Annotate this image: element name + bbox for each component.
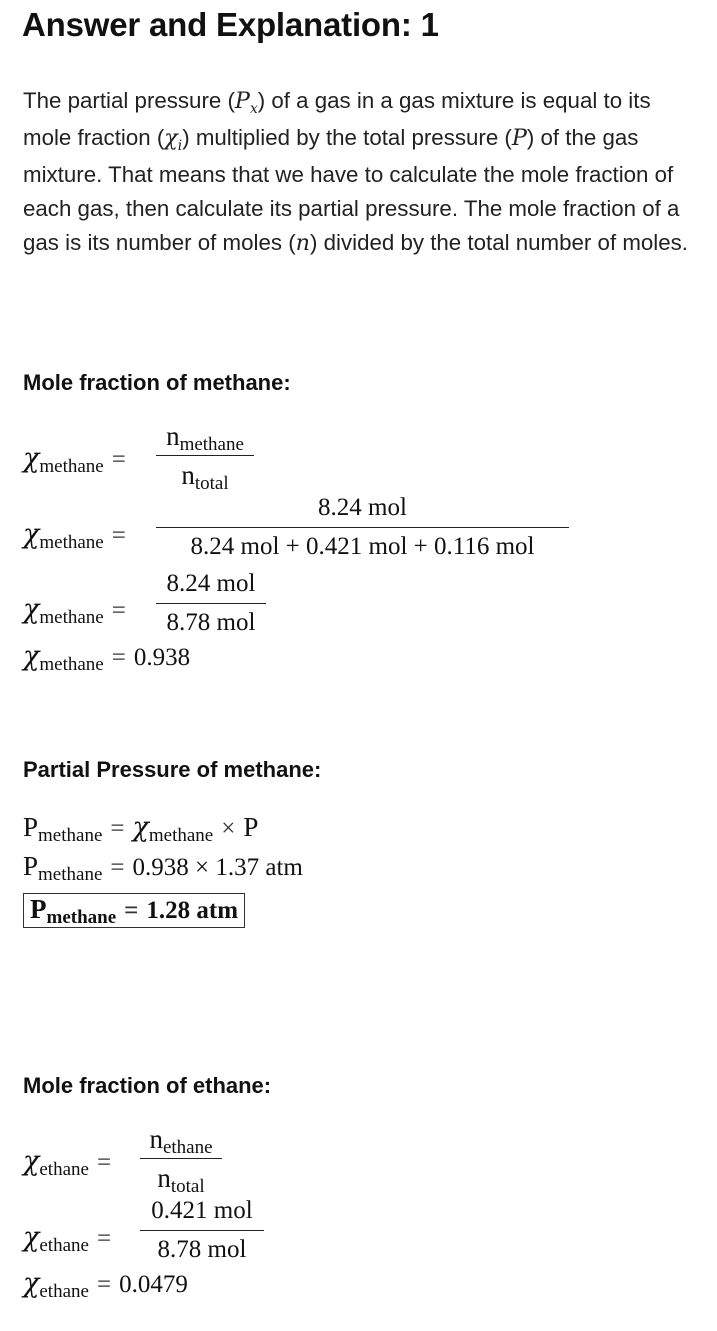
methane-fraction-formula: $n_{methane}$ $n_{total}$: [156, 421, 254, 492]
ethane-fraction-lhs-2: $\chi_{ethane}$ =: [23, 1222, 112, 1256]
intro-text-5: ) divided by the total number of moles.: [310, 230, 689, 255]
total-pressure-symbol: P: [511, 125, 527, 151]
ethane-fraction-lhs-1: $\chi_{ethane}$ =: [23, 1146, 112, 1180]
partial-pressure-symbol: $P_x$: [234, 88, 258, 117]
ethane-fraction-substituted: 0.421 mol 8.78 mol: [140, 1196, 264, 1267]
methane-fraction-simplified: 8.24 mol 8.78 mol: [156, 569, 266, 640]
ethane-fraction-title: Mole fraction of ethane:: [23, 1073, 272, 1098]
methane-pressure-formula: $P_{methane} = \chi_{methane} \times P$: [23, 812, 259, 846]
methane-fraction-lhs-2: $\chi_{methane}$ =: [23, 519, 126, 553]
intro-paragraph: [23, 84, 703, 260]
page-title: Answer and Explanation: 1: [22, 6, 439, 43]
methane-fraction-lhs-1: $\chi_{methane}$ =: [23, 443, 126, 477]
methane-pressure-title: Partial Pressure of methane:: [23, 757, 322, 782]
methane-fraction-title: Mole fraction of methane:: [23, 370, 291, 395]
ethane-fraction-result: $\chi_{ethane} = 0.0479$: [23, 1268, 188, 1302]
intro-text-1: The partial pressure (: [23, 88, 235, 113]
methane-pressure-answer: $P_{methane} = 1.28$ atm: [23, 893, 245, 928]
intro-text-4: ) of the gas mixture. That means that we have to calculate the mole fraction of each gas, then calculate its partial pressure. The mole fraction of a gas is its number of moles (: [23, 125, 680, 255]
methane-fraction-lhs-3: $\chi_{methane}$ =: [23, 594, 126, 628]
methane-fraction-substituted: 8.24 mol 8.24 mol + 0.421 mol + 0.116 mol: [156, 493, 569, 564]
mole-fraction-symbol: $\chi_i$: [164, 125, 183, 154]
methane-pressure-substituted: $P_{methane} = 0.938 \times 1.37$ atm: [23, 851, 303, 885]
methane-fraction-result: $\chi_{methane} = 0.938$: [23, 641, 191, 675]
intro-text-3: ) multiplied by the total pressure (: [182, 125, 512, 150]
ethane-fraction-formula: $n_{ethane}$ $n_{total}$: [140, 1124, 222, 1195]
intro-text-2: ) of a gas in a gas mixture is equal to its mole fraction (: [23, 88, 651, 150]
moles-symbol: n: [295, 230, 310, 256]
